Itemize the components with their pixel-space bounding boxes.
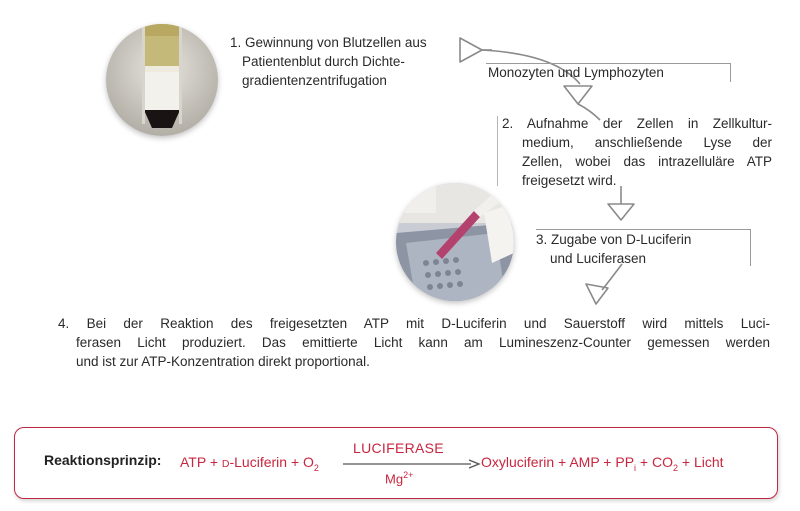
- step-3-text: [536, 230, 751, 268]
- reaction-reactants: [180, 454, 319, 473]
- step-1-line-2: Patientenblut durch Dichte-: [242, 54, 405, 69]
- products-part-a: Oxyluciferin + AMP + PP: [481, 454, 635, 470]
- cofactor-base: Mg: [385, 471, 404, 487]
- flow-arrow-icon: [564, 86, 592, 104]
- step-4-line-3: und ist zur ATP-Konzentration direkt proportional.: [76, 354, 370, 369]
- reactant-luciferin: -Luciferin + O: [229, 454, 314, 470]
- step-1-line-3: gradientenzentrifugation: [242, 73, 387, 88]
- cells-label: Monozyten und Lymphozyten: [488, 65, 664, 80]
- products-part-c: + Licht: [678, 454, 724, 470]
- step-2-line-2: medium, anschließende Lyse der: [522, 135, 772, 150]
- step-2-line-3: Zellen, wobei das intrazelluläre ATP: [522, 154, 772, 169]
- cofactor-label: [385, 470, 413, 486]
- step-3-line-2: und Luciferasen: [550, 251, 647, 266]
- co-subscript: 2: [673, 462, 679, 473]
- flow-arrow-icon: [460, 38, 482, 62]
- step-2-line-1: 2. Aufnahme der Zellen in Zellkultur-: [502, 116, 772, 131]
- step-4-line-2: ferasen Licht produziert. Das emittierte Licht kann am Lumineszenz-Counter gemessen werden: [76, 335, 770, 350]
- products-part-b: + CO: [636, 454, 673, 470]
- step-4-text: [58, 314, 770, 371]
- reactant-atp: ATP +: [180, 454, 222, 470]
- reaction-products: [481, 454, 724, 473]
- step-3-line-1: 3. Zugabe von D-Luciferin: [536, 232, 692, 247]
- step-2-rule: [497, 116, 498, 186]
- reactant-o-subscript: 2: [313, 462, 319, 473]
- reaction-arrow-icon: [343, 458, 483, 470]
- step-1-line-1: 1. Gewinnung von Blutzellen aus: [230, 35, 427, 50]
- flow-arrow-icon: [608, 204, 634, 220]
- step-4-line-1: 4. Bei der Reaktion des freigesetzten ATP mit D-Luciferin und Sauerstoff wird mittels Luci-: [58, 316, 770, 331]
- pp-subscript: i: [634, 462, 637, 473]
- step-2-text: [502, 114, 772, 190]
- step-2-line-4: freigesetzt wird.: [522, 173, 617, 188]
- cofactor-sup: 2+: [403, 470, 414, 480]
- reactant-d-prefix: D: [221, 458, 230, 470]
- reaction-label: Reaktionsprinzip:: [44, 452, 162, 468]
- reaction-principle-box: [14, 427, 778, 499]
- enzyme-label: LUCIFERASE: [353, 440, 444, 456]
